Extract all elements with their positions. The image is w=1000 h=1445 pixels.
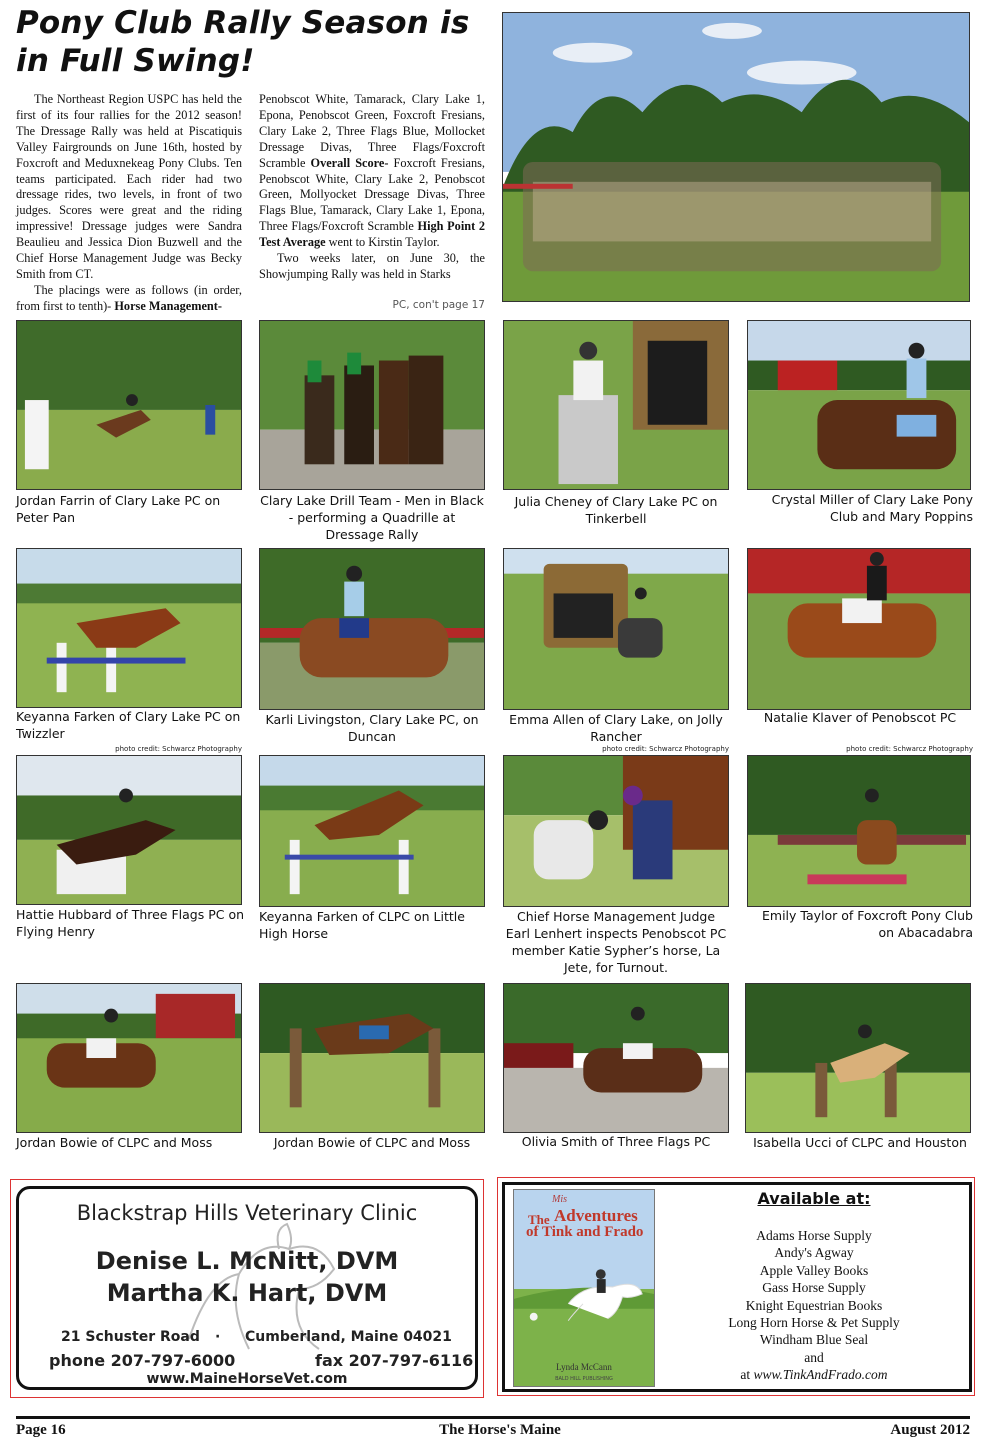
- vet-website[interactable]: www.MaineHorseVet.com: [146, 1371, 348, 1387]
- cover-mis: Mis: [552, 1194, 567, 1205]
- photo-credit: photo credit: Schwarcz Photography: [846, 745, 973, 753]
- article-headline: Pony Club Rally Season is in Full Swing!: [16, 5, 470, 79]
- website-prefix: at: [740, 1367, 754, 1383]
- book-website[interactable]: www.TinkAndFrado.com: [753, 1367, 888, 1383]
- photo-caption: Isabella Ucci of CLPC and Houston: [753, 1135, 967, 1150]
- photo-caption: Olivia Smith of Three Flags PC: [521, 1134, 711, 1149]
- photo-olivia-smith: [503, 983, 729, 1133]
- book-cover: [513, 1189, 655, 1387]
- photo-jordan-bowie-1: [16, 983, 242, 1133]
- publication-name: The Horse's Maine: [439, 1422, 561, 1438]
- photo-natalie-klaver: [747, 548, 971, 710]
- article-text: Foxcroft Fresians, Penobscot White, Clary Lake 2, Penobscot Green, Mollyocket Dressage Divas, Three Flags Blue, Tamarack, Clary Lake 1, Epona, Three Flags/Foxcroft Scramble: [259, 155, 485, 234]
- article-text: Penobscot White, Tamarack, Clary Lake 1, Epona, Penobscot Green, Foxcroft Fresians, Clary Lake 2, Three Flags Blue, Mollocket Dressage Divas, Three Flags/Foxcroft Scramble: [259, 92, 485, 170]
- photo-caption: Karli Livingston, Clary Lake PC, on Duncan: [265, 712, 479, 744]
- photo-karli-livingston: [259, 548, 485, 710]
- photo-drill-team: [259, 320, 485, 490]
- footer-rule: [16, 1416, 970, 1419]
- photo-caption: Chief Horse Management Judge Earl Lenhert inspects Penobscot PC member Katie Sypher’s horse, La Jete, for Turnout.: [505, 909, 727, 975]
- photo-credit: photo credit: Schwarcz Photography: [602, 745, 729, 753]
- cover-author: Lynda McCann: [556, 1362, 612, 1372]
- phone-number: phone 207-797-6000: [49, 1351, 236, 1370]
- continued-note: PC, con't page 17: [392, 299, 485, 311]
- photo-caption: Keyanna Farken of Clary Lake PC on Twizzler: [16, 709, 241, 741]
- photo-emma-allen: [503, 548, 729, 710]
- photo-caption: Clary Lake Drill Team - Men in Black - performing a Quadrille at Dressage Rally: [260, 493, 484, 542]
- article-text: went to Kirstin Taylor.: [325, 235, 440, 250]
- doctor-name: Martha K. Hart, DVM: [106, 1279, 388, 1307]
- article-bold-text: High Point 2 Test Average: [259, 219, 485, 250]
- available-heading: Available at:: [757, 1189, 871, 1208]
- group-photo: [502, 12, 970, 302]
- book-website-line: [655, 1366, 973, 1383]
- photo-caption: Hattie Hubbard of Three Flags PC on Flying Henry: [16, 907, 245, 939]
- photo-caption: Natalie Klaver of Penobscot PC: [763, 710, 957, 725]
- issue-date: August 2012: [890, 1422, 970, 1438]
- store-item: Adams Horse Supply: [756, 1228, 872, 1243]
- fax-number: fax 207-797-6116: [315, 1351, 474, 1370]
- store-item: and: [804, 1349, 824, 1365]
- cover-title: Adventures: [554, 1206, 638, 1225]
- store-item: Long Horn Horse & Pet Supply: [728, 1315, 900, 1331]
- page-number: Page 16: [16, 1422, 66, 1438]
- photo-credit: photo credit: Schwarcz Photography: [115, 745, 242, 753]
- article-bold-text: Overall Score-: [310, 155, 389, 170]
- article-paragraph: The Northeast Region USPC has held the first of its four rallies for the 2012 season! The Dressage Rally was held at Piscatiquis Valley Fairgrounds on June 16th, hosted by Foxcroft and Meduxnekeag Pony Clubs. Ten teams participated. Each rider had two dressage rides, two levels, in front of two judges. Scores were great and the riding impressive! Dressage judges were Sandra Beaulieu and Jessica Dion Buzwell and the Chief Horse Management Judge was Becky Smith from CT.: [16, 92, 242, 281]
- cover-subtitle: of Tink and Frado: [526, 1224, 644, 1240]
- store-item: Knight Equestrian Books: [745, 1297, 883, 1313]
- photo-caption: Crystal Miller of Clary Lake Pony Club and Mary Poppins: [771, 492, 973, 524]
- photo-emily-taylor: [747, 755, 971, 907]
- store-list: [655, 1227, 973, 1384]
- book-ad: [502, 1182, 972, 1392]
- photo-caption: Jordan Farrin of Clary Lake PC on Peter Pan: [16, 493, 221, 525]
- photo-keyanna-farken-twizzler: [16, 548, 242, 708]
- street-address: 21 Schuster Road: [61, 1329, 200, 1345]
- store-item: Apple Valley Books: [759, 1262, 869, 1278]
- article-column-1: [16, 92, 242, 315]
- store-item: Gass Horse Supply: [762, 1280, 866, 1296]
- photo-caption: Emily Taylor of Foxcroft Pony Club on Abacadabra: [762, 908, 973, 940]
- photo-isabella-ucci: [745, 983, 971, 1133]
- photo-jordan-farrin: [16, 320, 242, 490]
- address-separator: ·: [215, 1329, 221, 1345]
- cover-publisher: BALD HILL PUBLISHING: [555, 1376, 613, 1382]
- photo-jordan-bowie-2: [259, 983, 485, 1133]
- store-item: Andy's Agway: [774, 1245, 854, 1261]
- photo-keyanna-farken-little-high-horse: [259, 755, 485, 907]
- vet-ad: [16, 1186, 478, 1390]
- photo-caption: Emma Allen of Clary Lake, on Jolly Rancher: [509, 712, 723, 744]
- article-text: The placings were as follows (in order, from first to tenth)-: [16, 282, 242, 313]
- photo-crystal-miller: [747, 320, 971, 490]
- article-paragraph: Two weeks later, on June 30, the Showjumping Rally was held in Starks: [259, 251, 485, 281]
- clinic-name: Blackstrap Hills Veterinary Clinic: [76, 1201, 418, 1225]
- photo-caption: Keyanna Farken of CLPC on Little High Horse: [259, 909, 465, 941]
- photo-caption: Jordan Bowie of CLPC and Moss: [16, 1135, 213, 1150]
- store-item: Windham Blue Seal: [759, 1332, 869, 1348]
- cover-the: The: [528, 1212, 550, 1227]
- article-paragraph: [16, 283, 242, 315]
- article-paragraph: [259, 92, 485, 251]
- photo-hattie-hubbard: [16, 755, 242, 905]
- article-bold-text: Horse Management-: [114, 298, 222, 313]
- article-column-2: [259, 92, 485, 283]
- doctor-name: Denise L. McNitt, DVM: [95, 1247, 399, 1275]
- city-address: Cumberland, Maine 04021: [245, 1329, 452, 1345]
- photo-julia-cheney: [503, 320, 729, 490]
- photo-earl-lenhert-inspection: [503, 755, 729, 907]
- photo-caption: Julia Cheney of Clary Lake PC on Tinkerbell: [514, 494, 718, 526]
- photo-caption: Jordan Bowie of CLPC and Moss: [273, 1135, 471, 1150]
